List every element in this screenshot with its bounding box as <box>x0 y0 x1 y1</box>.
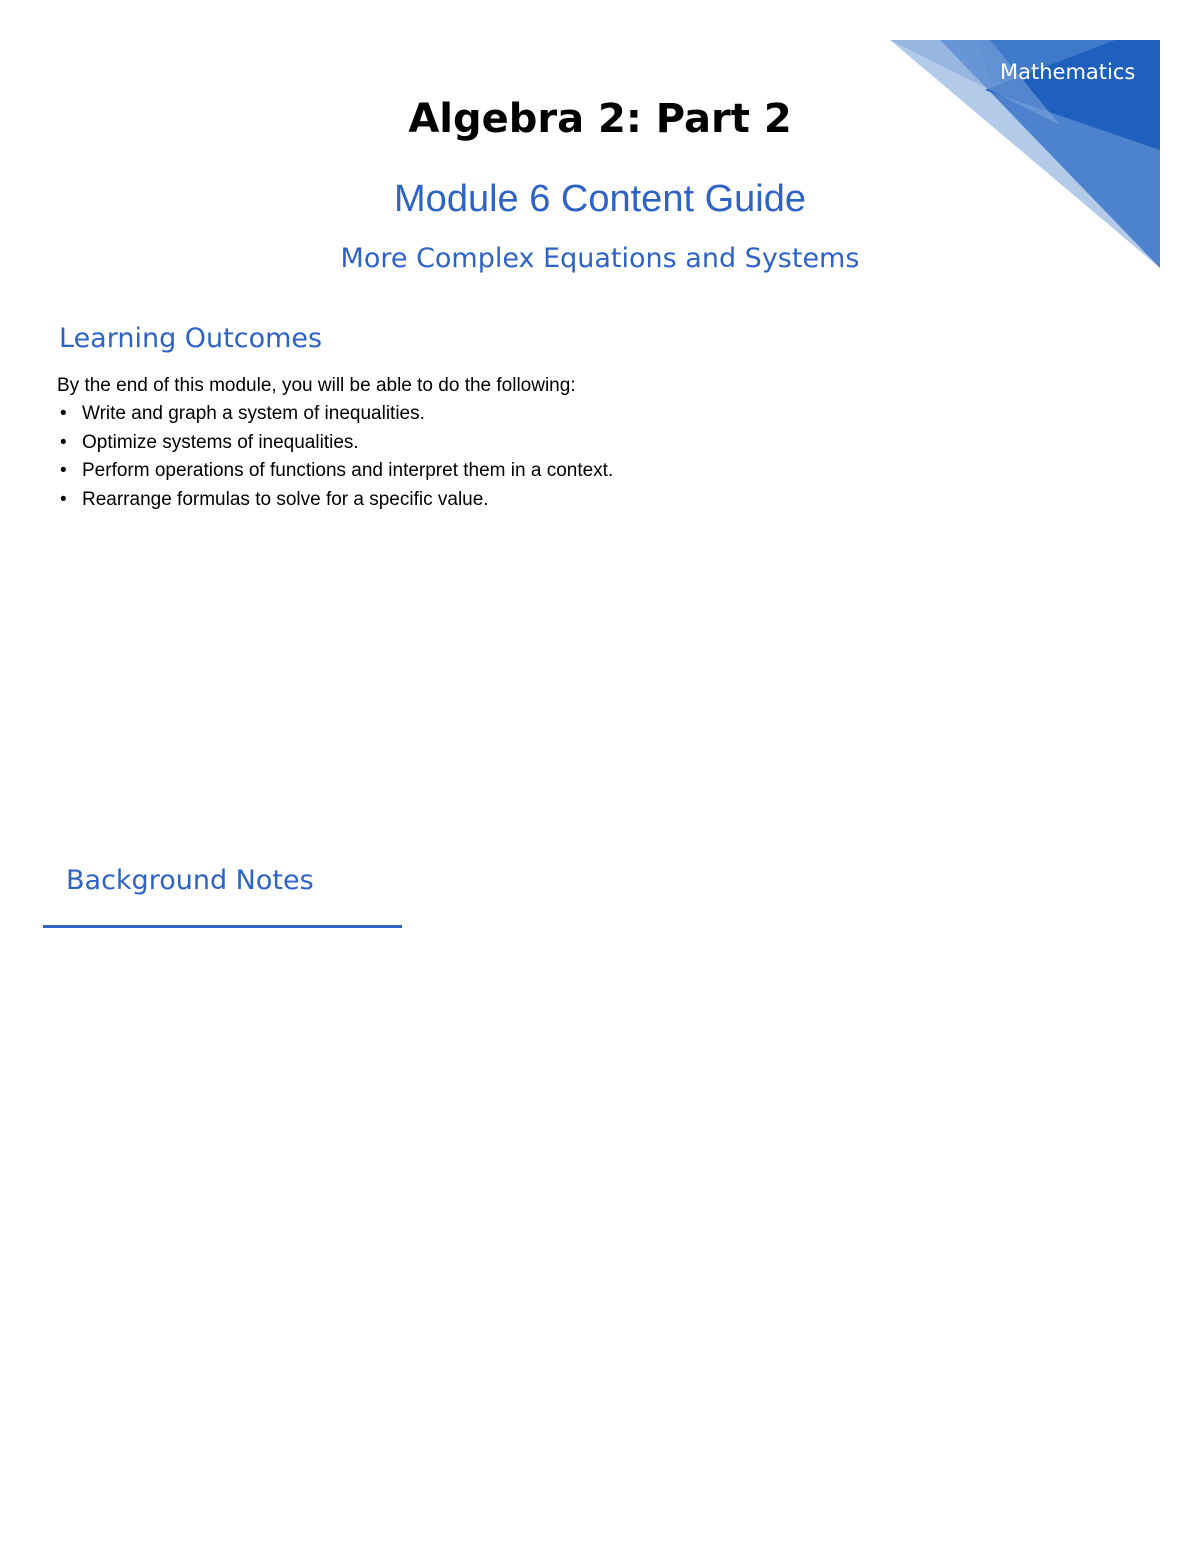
learning-outcomes-list <box>57 400 613 514</box>
document-title: Algebra 2: Part 2 <box>408 96 792 142</box>
section-divider <box>43 925 402 928</box>
learning-outcomes-heading: Learning Outcomes <box>59 323 323 354</box>
background-notes-heading: Background Notes <box>66 865 314 896</box>
learning-outcomes-intro: By the end of this module, you will be able to do the following: <box>57 375 576 396</box>
list-item-text: Optimize systems of inequalities. <box>82 431 359 453</box>
list-item-text: Write and graph a system of inequalities. <box>82 403 425 424</box>
list-item-text: Rearrange formulas to solve for a specific value. <box>82 488 489 510</box>
list-item <box>57 486 613 515</box>
bullet-icon: • <box>60 488 67 510</box>
document-subtitle: Module 6 Content Guide <box>394 178 806 220</box>
bullet-icon: • <box>60 431 67 453</box>
list-item <box>57 429 613 458</box>
bullet-icon: • <box>60 403 67 424</box>
subject-tag: Mathematics <box>1000 60 1136 84</box>
list-item-text: Perform operations of functions and interpret them in a context. <box>82 460 614 481</box>
module-topic: More Complex Equations and Systems <box>340 243 860 274</box>
bullet-icon: • <box>60 460 67 481</box>
list-item <box>57 457 613 486</box>
list-item <box>57 400 613 429</box>
